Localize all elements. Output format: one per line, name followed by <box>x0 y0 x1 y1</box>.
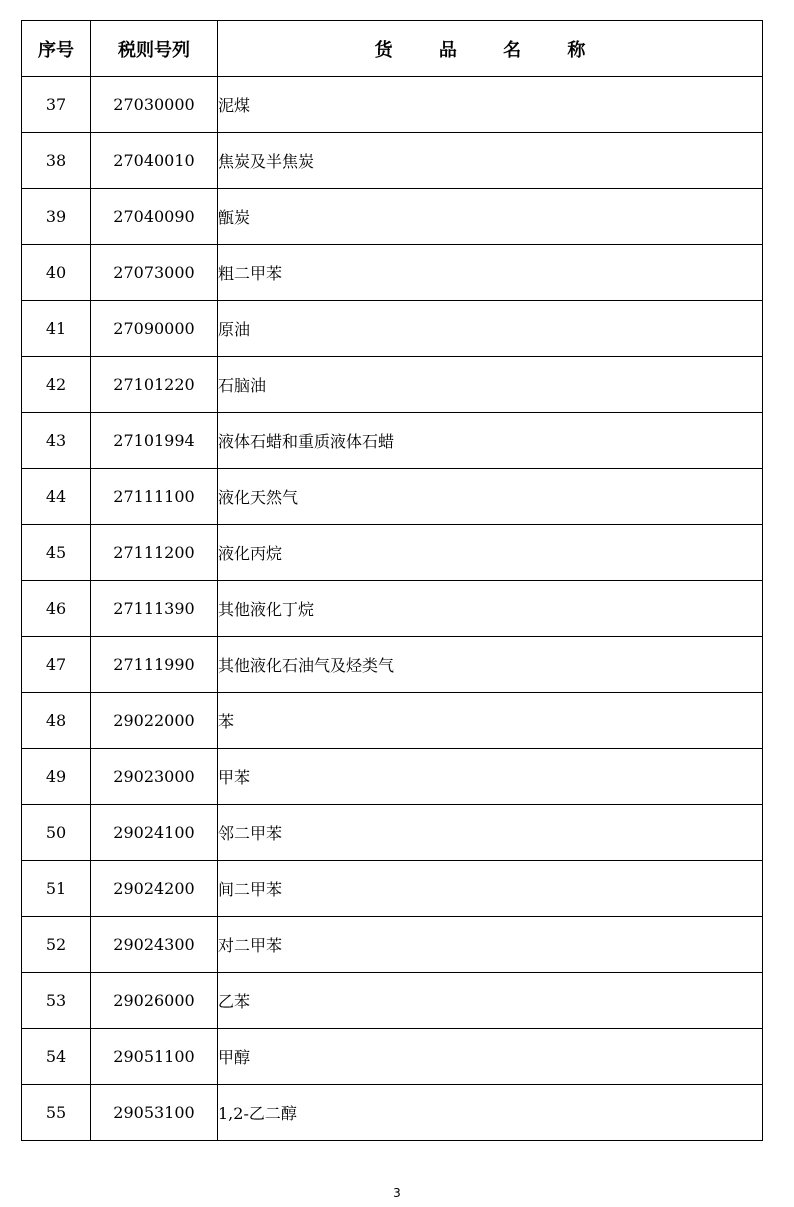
row-tariff-code: 29051100 <box>91 1029 218 1085</box>
goods-table <box>21 20 763 1141</box>
row-serial-number: 54 <box>22 1029 91 1085</box>
row-serial-number: 43 <box>22 413 91 469</box>
row-serial-number: 53 <box>22 973 91 1029</box>
row-tariff-code: 27040090 <box>91 189 218 245</box>
header-serial-number: 序号 <box>22 21 91 77</box>
row-goods-name: 泥煤 <box>218 77 763 133</box>
row-tariff-code: 29022000 <box>91 693 218 749</box>
table-row <box>22 693 763 749</box>
row-serial-number: 55 <box>22 1085 91 1141</box>
table-row <box>22 77 763 133</box>
row-goods-name: 焦炭及半焦炭 <box>218 133 763 189</box>
row-serial-number: 39 <box>22 189 91 245</box>
row-serial-number: 40 <box>22 245 91 301</box>
row-goods-name: 苯 <box>218 693 763 749</box>
table-row <box>22 805 763 861</box>
table-row <box>22 525 763 581</box>
row-tariff-code: 29023000 <box>91 749 218 805</box>
row-serial-number: 51 <box>22 861 91 917</box>
row-tariff-code: 27090000 <box>91 301 218 357</box>
row-tariff-code: 27073000 <box>91 245 218 301</box>
row-serial-number: 37 <box>22 77 91 133</box>
row-serial-number: 47 <box>22 637 91 693</box>
row-goods-name: 液体石蜡和重质液体石蜡 <box>218 413 763 469</box>
row-serial-number: 49 <box>22 749 91 805</box>
row-serial-number: 50 <box>22 805 91 861</box>
row-goods-name: 1,2-乙二醇 <box>218 1085 763 1141</box>
table-row <box>22 973 763 1029</box>
table-row <box>22 133 763 189</box>
row-tariff-code: 27111990 <box>91 637 218 693</box>
row-tariff-code: 27040010 <box>91 133 218 189</box>
row-serial-number: 38 <box>22 133 91 189</box>
row-tariff-code: 29053100 <box>91 1085 218 1141</box>
row-goods-name: 乙苯 <box>218 973 763 1029</box>
table-row <box>22 861 763 917</box>
row-serial-number: 48 <box>22 693 91 749</box>
page-number: 3 <box>393 1186 401 1200</box>
table-row <box>22 413 763 469</box>
row-tariff-code: 29026000 <box>91 973 218 1029</box>
row-goods-name: 原油 <box>218 301 763 357</box>
table-header-row <box>22 21 763 77</box>
table-row <box>22 581 763 637</box>
row-tariff-code: 27111100 <box>91 469 218 525</box>
table-row <box>22 749 763 805</box>
row-goods-name: 邻二甲苯 <box>218 805 763 861</box>
row-tariff-code: 29024100 <box>91 805 218 861</box>
row-goods-name: 其他液化丁烷 <box>218 581 763 637</box>
table-row <box>22 1029 763 1085</box>
row-tariff-code: 27030000 <box>91 77 218 133</box>
table-body <box>22 77 763 1141</box>
table-row <box>22 917 763 973</box>
header-tariff-code: 税则号列 <box>91 21 218 77</box>
header-goods-name: 货 品 名 称 <box>218 21 763 77</box>
row-goods-name: 石脑油 <box>218 357 763 413</box>
row-goods-name: 甲苯 <box>218 749 763 805</box>
table-row <box>22 357 763 413</box>
row-tariff-code: 29024300 <box>91 917 218 973</box>
table-row <box>22 245 763 301</box>
row-tariff-code: 29024200 <box>91 861 218 917</box>
row-goods-name: 液化丙烷 <box>218 525 763 581</box>
table-row <box>22 1085 763 1141</box>
table-row <box>22 637 763 693</box>
row-tariff-code: 27111200 <box>91 525 218 581</box>
row-goods-name: 粗二甲苯 <box>218 245 763 301</box>
row-serial-number: 52 <box>22 917 91 973</box>
table-row <box>22 301 763 357</box>
row-goods-name: 对二甲苯 <box>218 917 763 973</box>
row-goods-name: 甲醇 <box>218 1029 763 1085</box>
row-tariff-code: 27111390 <box>91 581 218 637</box>
row-serial-number: 44 <box>22 469 91 525</box>
row-serial-number: 45 <box>22 525 91 581</box>
table-row <box>22 469 763 525</box>
row-goods-name: 其他液化石油气及烃类气 <box>218 637 763 693</box>
table-row <box>22 189 763 245</box>
row-tariff-code: 27101994 <box>91 413 218 469</box>
row-goods-name: 间二甲苯 <box>218 861 763 917</box>
row-goods-name: 甑炭 <box>218 189 763 245</box>
row-tariff-code: 27101220 <box>91 357 218 413</box>
row-serial-number: 46 <box>22 581 91 637</box>
row-serial-number: 41 <box>22 301 91 357</box>
row-goods-name: 液化天然气 <box>218 469 763 525</box>
row-serial-number: 42 <box>22 357 91 413</box>
